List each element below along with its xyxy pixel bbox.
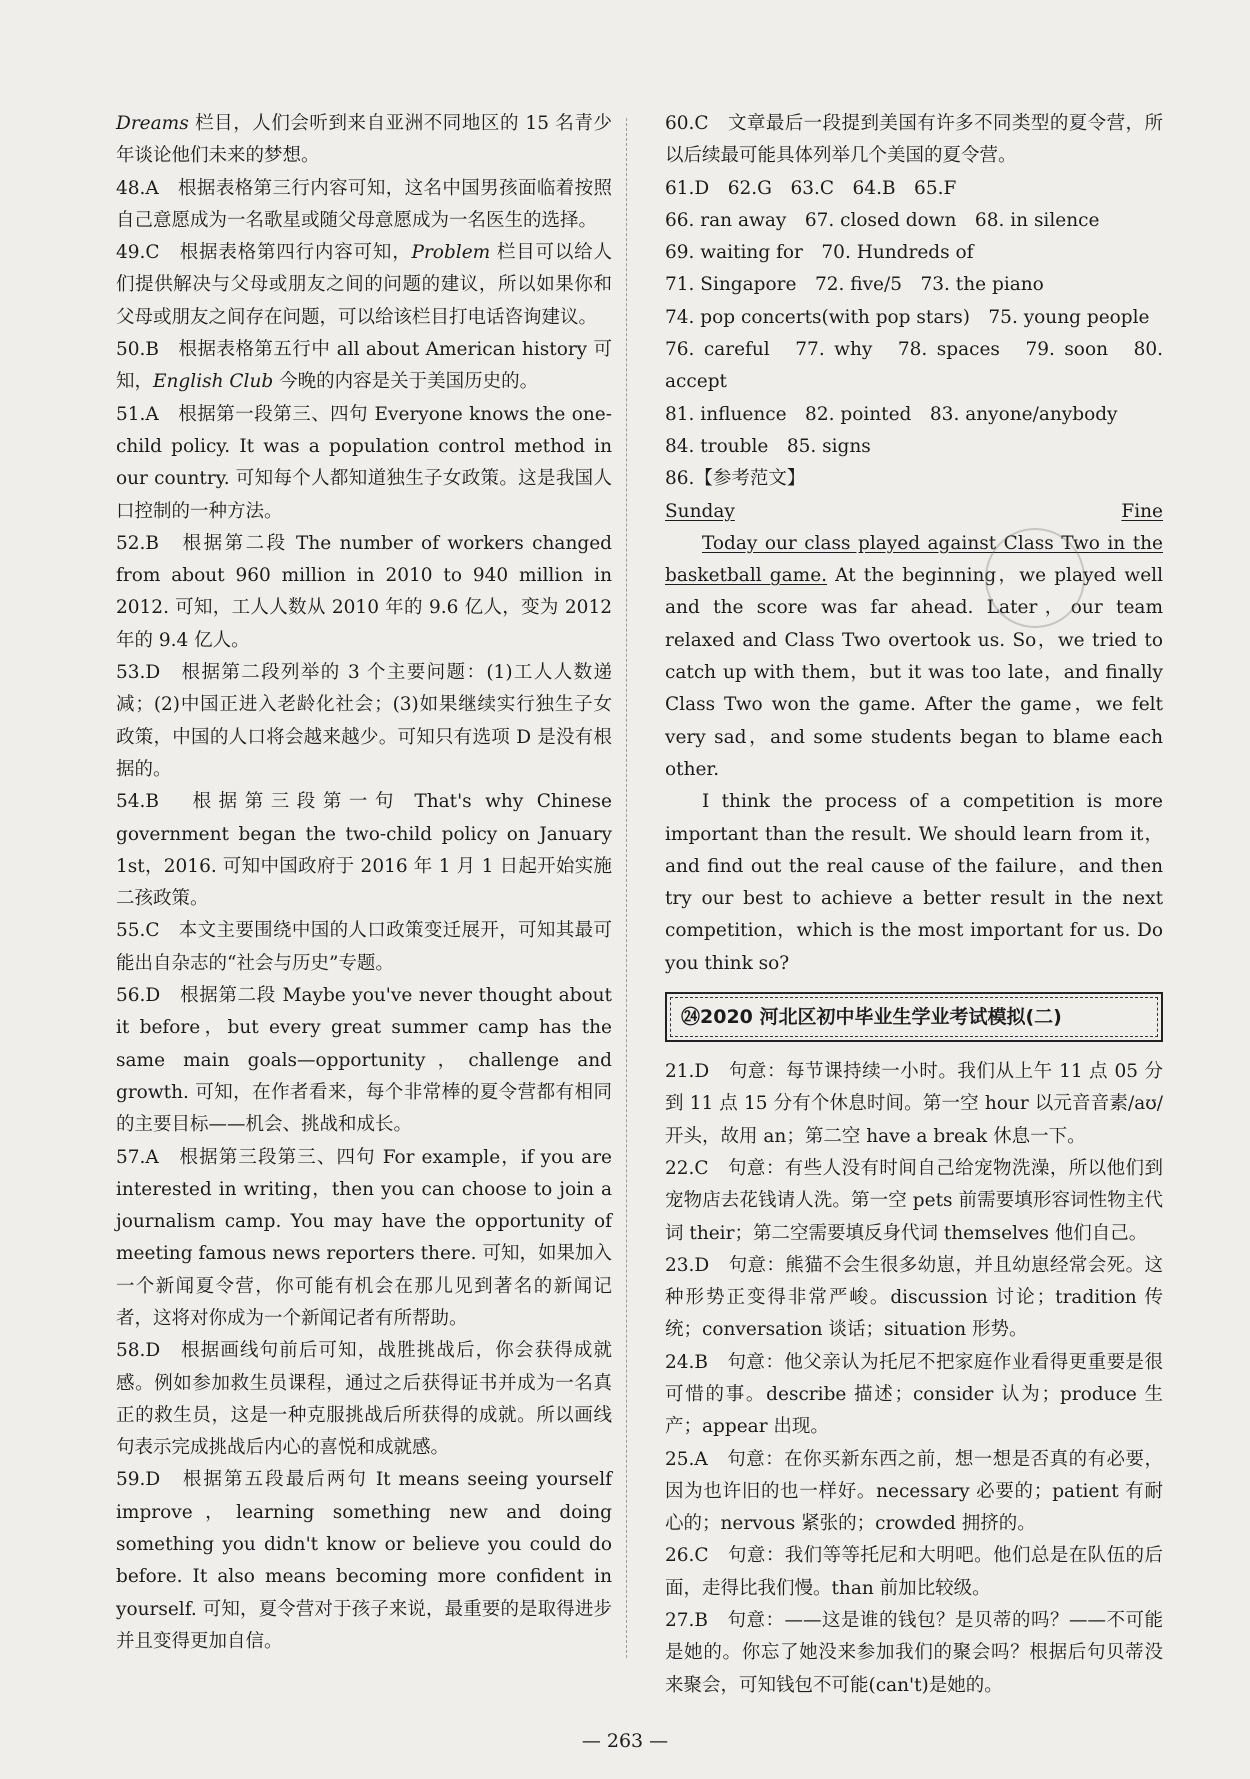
section-banner bbox=[665, 992, 1163, 1042]
answer-item bbox=[665, 1250, 1163, 1347]
answer-number: 57.A bbox=[116, 1146, 159, 1168]
answer-item bbox=[116, 1142, 612, 1336]
column-divider bbox=[626, 118, 627, 1658]
answer-number: 21.D bbox=[665, 1061, 710, 1083]
answer-text: 栏目可以给人们提供解决与父母或朋友之间的问题的建议，所以如果你和父母或朋友之间存在问题，可以给该栏目打电话咨询建议。 bbox=[116, 242, 612, 328]
answer-text: 根据表格第五行中 all about American history 可知， bbox=[116, 339, 612, 393]
answer-item bbox=[665, 302, 1163, 334]
answer-item bbox=[665, 463, 1163, 495]
answer-text: 根据第三段第一句 That's why Chinese government began the two-child policy on January 1st，2016. 可知中国政府于 2016 年 1 月 1 日起开始实施二孩政策。 bbox=[116, 791, 612, 910]
answer-item bbox=[116, 980, 612, 1141]
answer-text: 句意：他父亲认为托尼不把家庭作业看得更重要是很可惜的事。describe 描述；consider 认为；produce 生产；appear 出现。 bbox=[665, 1351, 1163, 1438]
answer-text: 句意：我们等等托尼和大明吧。他们总是在队伍的后面，走得比我们慢。than 前加比较级。 bbox=[665, 1545, 1163, 1599]
answer-text: 句意：每节课持续一小时。我们从上午 11 点 05 分到 11 点 15 分有个休息时间。第一空 hour 以元音音素/aʊ/开头，故用 an；第二空 have a break 休息一下。 bbox=[665, 1061, 1163, 1147]
answer-text: Problem bbox=[411, 242, 491, 264]
answer-text: 根据第二段 The number of workers changed from about 960 million in 2010 to 940 million in 2012. 可知，工人人数从 2010 年的 9.6 亿人，变为 2012 年的 9.4 亿人。 bbox=[116, 532, 612, 651]
answer-item bbox=[116, 915, 612, 980]
answer-number: 24.B bbox=[665, 1351, 709, 1373]
answer-number: 55.C bbox=[116, 920, 160, 942]
answer-text: Dreams bbox=[116, 113, 189, 134]
page-number: — 263 — bbox=[581, 1730, 669, 1752]
answer-item bbox=[665, 237, 1163, 269]
answer-number: 53.D bbox=[116, 662, 161, 684]
answer-item bbox=[665, 1540, 1163, 1605]
answer-item bbox=[665, 1153, 1163, 1250]
answer-text: 根据第二段 Maybe you've never thought about it before，but every great summer camp has the same main goals—opportunity，challenge and growth. 可知，在作者看来，每个非常棒的夏令营都有相同的主要目标——机会、挑战和成长。 bbox=[116, 985, 612, 1136]
essay-paragraph-1-rest: At the beginning，we played well and the score was far ahead. Later，our team relaxed and Class Two overtook us. So，we tried to catch up with them，but it was too late，and finally Class Two won the game. After the game，we felt very sad，and some students began to blame each other. bbox=[665, 565, 1163, 780]
answer-text: 根据表格第四行内容可知， bbox=[159, 242, 412, 264]
answer-number: 22.C bbox=[665, 1157, 709, 1179]
answer-item bbox=[116, 399, 612, 528]
answer-number: 59.D bbox=[116, 1469, 161, 1491]
answer-text: 74. pop concerts(with pop stars) 75. young people bbox=[665, 306, 1150, 328]
answer-number: 23.D bbox=[665, 1254, 710, 1276]
answer-text: 根据第一段第三、四句 Everyone knows the one-child policy. It was a population control method in our country. 可知每个人都知道独生子女政策。这是我国人口控制的一种方法。 bbox=[116, 403, 612, 522]
essay-weather: Fine bbox=[1121, 500, 1163, 522]
answer-number: 56.D bbox=[116, 985, 161, 1007]
answer-text: 81. influence 82. pointed 83. anyone/anybody bbox=[665, 403, 1118, 425]
answer-item bbox=[116, 528, 612, 657]
answer-number: 48.A bbox=[116, 177, 159, 199]
answer-text: 本文主要围绕中国的人口政策变迁展开，可知其最可能出自杂志的“社会与历史”专题。 bbox=[116, 920, 612, 974]
left-column bbox=[116, 108, 612, 1658]
answer-text: 根据画线句前后可知，战胜挑战后，你会获得成就感。例如参加救生员课程，通过之后获得证书并成为一名真正的救生员，这是一种克服挑战后所获得的成就。所以画线句表示完成挑战后内心的喜悦和成就感。 bbox=[116, 1340, 612, 1459]
answer-text: 句意：熊猫不会生很多幼崽，并且幼崽经常会死。这种形势正变得非常严峻。discussion 讨论；tradition 传统；conversation 谈话；situation 形势。 bbox=[665, 1254, 1163, 1341]
answer-text: 根据第二段列举的 3 个主要问题：(1)工人人数递减；(2)中国正进入老龄化社会；(3)如果继续实行独生子女政策，中国的人口将会越来越少。可知只有选项 D 是没有根据的。 bbox=[116, 662, 612, 780]
answer-number: 27.B bbox=[665, 1610, 709, 1632]
essay-day: Sunday bbox=[665, 500, 735, 522]
answer-item bbox=[665, 1347, 1163, 1444]
right-column bbox=[665, 108, 1163, 1702]
answer-text: 根据表格第三行内容可知，这名中国男孩面临着按照自己意愿成为一名歌星或随父母意愿成为一名医生的选择。 bbox=[116, 177, 612, 231]
answer-item bbox=[116, 657, 612, 786]
answer-number: 25.A bbox=[665, 1448, 708, 1470]
answer-text: 文章最后一段提到美国有许多不同类型的夏令营，所以后续最可能具体列举几个美国的夏令营。 bbox=[665, 113, 1163, 167]
answer-text: 61.D 62.G 63.C 64.B 65.F bbox=[665, 177, 957, 199]
sample-essay bbox=[665, 496, 1163, 980]
answer-number: 52.B bbox=[116, 532, 160, 554]
seal-stamp bbox=[985, 528, 1085, 628]
answer-item bbox=[116, 786, 612, 915]
answer-text: English Club bbox=[153, 371, 274, 393]
answer-list-top bbox=[665, 108, 1163, 496]
answer-text: 86.【参考范文】 bbox=[665, 468, 806, 490]
answer-number: 49.C bbox=[116, 242, 160, 264]
answer-item bbox=[665, 1444, 1163, 1541]
essay-paragraph-2: I think the process of a competition is more important than the result. We should learn from it，and find out the real cause of the failure，and then try our best to achieve a better result in the next competition，which is the most important for us. Do you think so? bbox=[665, 791, 1163, 974]
answer-text: 69. waiting for 70. Hundreds of bbox=[665, 242, 974, 264]
answer-item bbox=[116, 173, 612, 238]
answer-item bbox=[665, 173, 1163, 205]
answer-item bbox=[116, 334, 612, 399]
answer-list-bottom bbox=[665, 1056, 1163, 1702]
answer-text: 根据第三段第三、四句 For example，if you are interested in writing，then you can choose to join a journalism camp. You may have the opportunity of meeting famous news reporters there. 可知，如果加入一个新闻夏令营，你可能有机会在那儿见到著名的新闻记者，这将对你成为一个新闻记者有所帮助。 bbox=[116, 1146, 612, 1329]
answer-item bbox=[116, 1335, 612, 1464]
answer-text: 句意：有些人没有时间自己给宠物洗澡，所以他们到宠物店去花钱请人洗。第一空 pets 前需要填形容词性物主代词 their；第二空需要填反身代词 themselves 他们自己。 bbox=[665, 1157, 1163, 1244]
answer-number: 51.A bbox=[116, 403, 159, 425]
essay-header bbox=[665, 496, 1163, 528]
answer-number: 50.B bbox=[116, 339, 160, 361]
answer-text: 句意：——这是谁的钱包？是贝蒂的吗？——不可能是她的。你忘了她没来参加我们的聚会吗？根据后句贝蒂没来聚会，可知钱包不可能(can't)是她的。 bbox=[665, 1610, 1163, 1696]
answer-item bbox=[116, 237, 612, 334]
answer-item bbox=[665, 1056, 1163, 1153]
answer-item bbox=[665, 1605, 1163, 1702]
answer-text: 今晚的内容是关于美国历史的。 bbox=[273, 371, 539, 393]
answer-text: 71. Singapore 72. five/5 73. the piano bbox=[665, 274, 1044, 296]
essay-first-sentence: Today our class played against Class Two in the basketball game. bbox=[665, 532, 1163, 587]
answer-item bbox=[665, 334, 1163, 399]
answer-item bbox=[116, 1464, 612, 1658]
answer-item bbox=[665, 399, 1163, 431]
answer-item bbox=[116, 108, 612, 173]
answer-text: 76. careful 77. why 78. spaces 79. soon 80. accept bbox=[665, 339, 1163, 393]
answer-number: 58.D bbox=[116, 1340, 161, 1362]
answer-text: 根据第五段最后两句 It means seeing yourself improve，learning something new and doing something you didn't know or believe you could do before. It also means becoming more confident in yourself. 可知，夏令营对于孩子来说，最重要的是取得进步并且变得更加自信。 bbox=[116, 1469, 612, 1652]
answer-text: 84. trouble 85. signs bbox=[665, 435, 871, 457]
answer-text: 66. ran away 67. closed down 68. in silence bbox=[665, 209, 1100, 231]
answer-text: 栏目，人们会听到来自亚洲不同地区的 15 名青少年谈论他们未来的梦想。 bbox=[116, 113, 612, 167]
answer-item bbox=[665, 205, 1163, 237]
answer-number: 60.C bbox=[665, 113, 709, 134]
answer-item bbox=[665, 269, 1163, 301]
answer-number: 26.C bbox=[665, 1545, 709, 1567]
answer-number: 54.B bbox=[116, 791, 160, 813]
answer-text: 句意：在你买新东西之前，想一想是否真的有必要，因为也许旧的也一样好。necessary 必要的；patient 有耐心的；nervous 紧张的；crowded 拥挤的。 bbox=[665, 1448, 1163, 1535]
answer-item bbox=[665, 108, 1163, 173]
essay-paragraph-1 bbox=[665, 528, 1163, 786]
section-title: ㉔2020 河北区初中毕业生学业考试模拟(二) bbox=[670, 997, 1158, 1037]
answer-item bbox=[665, 431, 1163, 463]
